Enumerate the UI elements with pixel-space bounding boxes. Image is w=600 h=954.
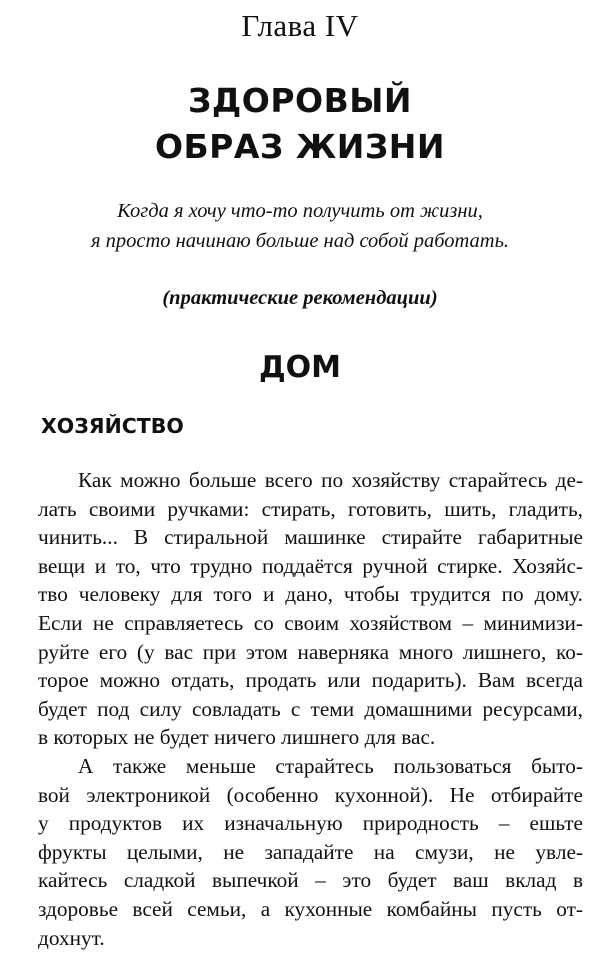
text-line: вещи и то, что трудно поддаётся ручной стирке. Хозяйс- [38,553,583,578]
text-line: здоровье всей семьи, а кухонные комбайны пусть от- [38,896,583,921]
text-line: Как можно больше всего по хозяйству старайтесь де- [78,468,583,492]
subsection-title: ХОЗЯЙСТВО [41,414,184,438]
text-line: торое можно отдать, продать или подарить). Вам всегда [38,668,583,693]
chapter-title-line-2: ОБРАЗ ЖИЗНИ [154,127,446,166]
chapter-title [0,78,600,170]
text-line: А также меньше старайтесь пользоваться быто- [78,753,583,778]
text-line: руйте его (у вас при этом наверняка много лишнего, ко- [38,639,583,664]
text-line: у продуктов их изначальную природность – ешьте [38,811,583,836]
paragraph-2 [38,752,583,952]
text-line: лать своими ручками: стирать, готовить, шить, гладить, [38,496,583,521]
epigraph [0,196,600,256]
text-line: кайтесь сладкой выпечкой – это будет ваш вклад в [38,868,583,893]
text-line: дохнут. [38,925,105,950]
text-line: Если не справляетесь со своим хозяйством – минимизи- [38,610,583,635]
body-text [38,466,583,952]
epigraph-line-2: я просто начинаю больше над собой работать. [90,230,510,252]
section-title: ДОМ [258,350,342,385]
text-line: вой электроникой (особенно кухонной). Не отбирайте [38,782,583,807]
subtitle: (практические рекомендации) [162,287,438,309]
text-line: в которых не будет ничего лишнего для вас. [38,725,436,750]
text-line: чинить... В стиральной машинке стирайте габаритные [38,525,583,550]
epigraph-line-1: Когда я хочу что-то получить от жизни, [117,200,483,222]
chapter-heading: Глава IV [241,8,359,43]
paragraph-1 [38,466,583,752]
text-line: фрукты целыми, не западайте на смузи, не увле- [38,839,583,864]
text-line: тво человеку для того и дано, чтобы трудится по дому. [38,582,583,607]
text-line: будет под силу совладать с теми домашними ресурсами, [38,696,583,721]
chapter-title-line-1: ЗДОРОВЫЙ [187,81,413,120]
